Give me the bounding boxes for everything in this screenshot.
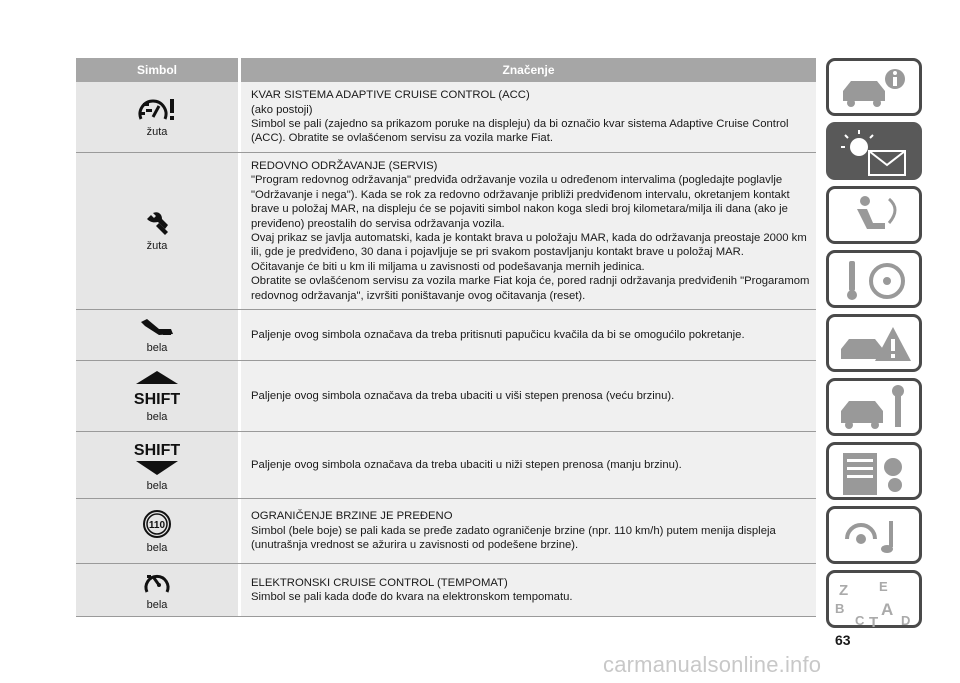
symbol-color-label: bela [146, 479, 168, 492]
symbol-cell [76, 432, 238, 498]
watermark: carmanualsonline.info [603, 652, 822, 677]
svg-text:D: D [901, 613, 911, 628]
shift-down-text: SHIFT [133, 441, 181, 459]
symbol-color-label: žuta [146, 239, 168, 252]
symbol-cell [76, 82, 238, 152]
meaning-cell [238, 564, 816, 616]
meaning-cell [238, 499, 816, 563]
page-number: 63 [835, 632, 851, 648]
symbol-color-label: bela [146, 598, 168, 611]
multimedia-note-icon [829, 509, 925, 567]
chapter-tab-safety[interactable] [826, 186, 922, 244]
chapter-tab-multimedia[interactable] [826, 506, 922, 564]
table-row [76, 564, 816, 617]
chapter-tab-emergency[interactable] [826, 314, 922, 372]
svg-text:Z: Z [839, 582, 849, 599]
meaning-text: ELEKTRONSKI CRUISE CONTROL (TEMPOMAT) Simbol se pali kada dođe do kvara na elektronskom tempomatu. [251, 576, 573, 603]
table-header [76, 58, 816, 82]
speed-limit-icon [141, 509, 173, 539]
chapter-tab-car-info[interactable] [826, 58, 922, 116]
table-row [76, 499, 816, 564]
svg-text:E: E [879, 579, 888, 594]
table-row [76, 361, 816, 432]
svg-text:C: C [855, 613, 865, 628]
seat-airbag-icon [829, 189, 925, 247]
warning-symbols-table [76, 58, 816, 617]
svg-text:A: A [881, 600, 894, 619]
table-row [76, 82, 816, 153]
alphabet-index-icon [829, 573, 925, 631]
table-row [76, 153, 816, 310]
meaning-text: REDOVNO ODRŽAVANJE (SERVIS) "Program redovnog održavanja" predviđa održavanje vozila u određenom intervalima (pogledajte poglavlje "Održavanje i nega"). Kada se rok za redovno održavanje približi predviđenom intervalu, okretanjem kontakt brave u položaj MAR, na displeju će se pojaviti simbol nakon koga sledi broj kilometara/milja ili dana (ako je previđeno) preostalih do servisa održavanja vozila. Ovaj prikaz se javlja automatski, kada je kontakt brava u položaju MAR, kada do održavanja preostaje 2000 km ili, gde je predviđeno, 30 dana i pojavljuje se pri svakom postavljanju kontakt brave u položaj MAR. Očitavanje će biti u km ili miljama u zavisnosti od podešavanja mernih jedinica. Obratite se ovlašćenom servisu za vozila marke Fiat koja će, pored radnji održavanja predviđenih "Progaramom redovnog održavanja", izvršiti poništavanje ovog očitavanja (reset). [251, 159, 810, 302]
car-wrench-icon [829, 381, 925, 439]
cruise-control-icon [142, 570, 172, 596]
meaning-text: Paljenje ovog simbola označava da treba ubaciti u niži stepen prenosa (manju brzinu). [251, 458, 682, 471]
wrench-icon [144, 211, 170, 237]
meaning-cell [238, 432, 816, 498]
symbol-color-label: bela [146, 341, 168, 354]
car-hazard-icon [829, 317, 925, 375]
shift-down-icon [132, 439, 182, 477]
meaning-cell [238, 82, 816, 152]
warning-light-message-icon [829, 125, 925, 183]
meaning-cell [238, 153, 816, 309]
header-symbol: Simbol [136, 63, 177, 77]
svg-text:T: T [869, 614, 879, 631]
meaning-text: OGRANIČENJE BRZINE JE PREĐENO Simbol (bele boje) se pali kada se pređe zadato ograničenje brzine (npr. 110 km/h) putem menija displeja (unutrašnja vrednost se ažurira u zavisnosti od podešene brzine). [251, 510, 776, 552]
symbol-cell [76, 564, 238, 616]
adaptive-cruise-fault-icon [137, 97, 177, 123]
key-steering-wheel-icon [829, 253, 925, 311]
symbol-cell [76, 361, 238, 431]
shift-up-text: SHIFT [133, 390, 181, 408]
header-meaning: Značenje [238, 58, 816, 82]
table-row [76, 432, 816, 499]
meaning-cell [238, 361, 816, 431]
chapter-tab-starting-driving[interactable] [826, 250, 922, 308]
table-row [76, 310, 816, 361]
symbol-cell [76, 153, 238, 309]
chapter-tab-index[interactable] [826, 570, 922, 631]
svg-text:B: B [835, 601, 845, 616]
speed-limit-value: 110 [148, 519, 166, 531]
chapter-tab-warning-lights[interactable] [826, 122, 922, 180]
chapter-tab-maintenance[interactable] [826, 378, 922, 436]
symbol-color-label: bela [146, 410, 168, 423]
meaning-text: KVAR SISTEMA ADAPTIVE CRUISE CONTROL (ACC) (ako postoji) Simbol se pali (zajedno sa prikazom poruke na displeju) da bi označio kvar sistema Adaptive Cruise Control (ACC). Obratite se ovlašćenom servisu za vozila marke Fiat. [251, 89, 789, 145]
symbol-color-label: žuta [146, 125, 168, 138]
meaning-cell [238, 310, 816, 360]
meaning-text: Paljenje ovog simbola označava da treba ubaciti u viši stepen prenosa (veću brzinu). [251, 389, 675, 402]
symbol-cell [76, 499, 238, 563]
chapter-tab-technical-data[interactable] [826, 442, 922, 500]
clutch-pedal-icon [139, 317, 175, 339]
spec-sheet-gears-icon [829, 445, 925, 503]
meaning-text: Paljenje ovog simbola označava da treba pritisnuti papučicu kvačila da bi se omogućilo pokretanje. [251, 328, 745, 341]
car-info-icon [829, 61, 925, 119]
symbol-color-label: bela [146, 541, 168, 554]
shift-up-icon [132, 370, 182, 408]
symbol-cell [76, 310, 238, 360]
